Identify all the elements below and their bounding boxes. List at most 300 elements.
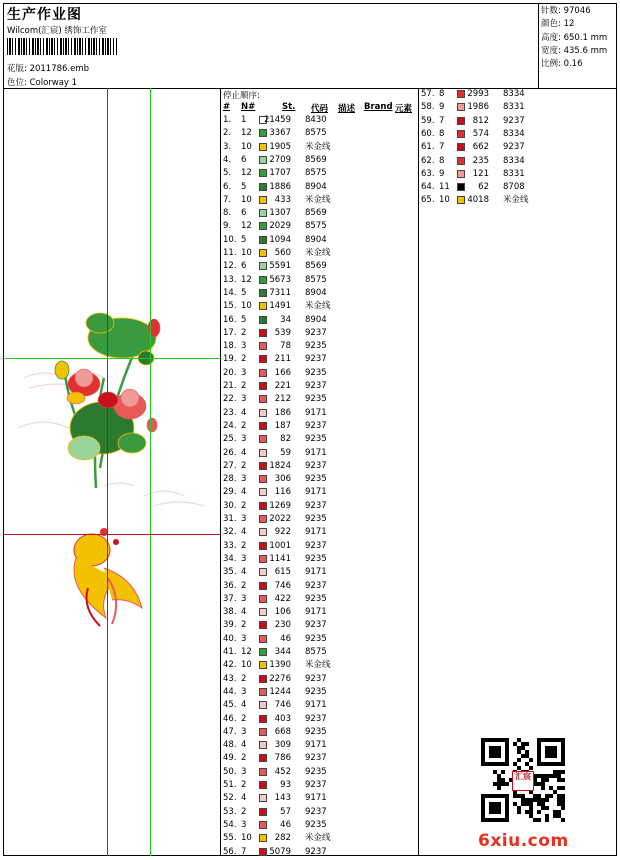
row-stitches: 121 bbox=[472, 168, 489, 179]
row-code: 9237 bbox=[305, 381, 327, 391]
row-index: 40. bbox=[223, 633, 237, 644]
row-index: 48. bbox=[223, 740, 237, 751]
row-code: 8904 bbox=[305, 287, 327, 298]
row-stitches: 211 bbox=[274, 354, 291, 365]
row-index: 60. bbox=[421, 128, 435, 139]
row-stitches: 57 bbox=[280, 806, 291, 817]
row-needle: 10 bbox=[439, 195, 450, 206]
row-code: 9171 bbox=[305, 793, 327, 804]
row-stitches: 93 bbox=[280, 780, 291, 790]
row-index: 43. bbox=[223, 673, 237, 684]
row-stitches: 746 bbox=[274, 580, 291, 591]
row-needle: 2 bbox=[241, 500, 247, 511]
row-needle: 12 bbox=[241, 274, 252, 285]
row-stitches: 106 bbox=[274, 607, 291, 618]
row-code: 9235 bbox=[305, 766, 327, 777]
colorway-label: 色位: Colorway 1 bbox=[7, 78, 78, 88]
row-needle: 2 bbox=[241, 580, 247, 591]
row-index: 23. bbox=[223, 407, 237, 418]
row-code: 米金线 bbox=[305, 141, 331, 152]
sequence-row bbox=[223, 340, 413, 353]
design-height: 高度: 650.1 mm bbox=[541, 32, 608, 43]
row-stitches: 116 bbox=[274, 487, 291, 498]
row-index: 32. bbox=[223, 527, 237, 538]
row-code: 8334 bbox=[503, 89, 525, 99]
row-stitches: 5591 bbox=[269, 261, 291, 272]
sequence-row bbox=[223, 380, 413, 393]
row-needle: 2 bbox=[241, 327, 247, 338]
sequence-row bbox=[223, 540, 413, 553]
sequence-row bbox=[223, 314, 413, 327]
row-needle: 2 bbox=[241, 420, 247, 431]
sequence-row bbox=[223, 207, 413, 220]
row-code: 8334 bbox=[503, 155, 525, 166]
sequence-row bbox=[223, 433, 413, 446]
row-stitches: 1986 bbox=[467, 102, 489, 113]
row-code: 8331 bbox=[503, 102, 525, 113]
row-stitches: 403 bbox=[274, 713, 291, 724]
row-index: 7. bbox=[223, 194, 232, 205]
row-stitches: 422 bbox=[274, 593, 291, 604]
row-needle: 6 bbox=[241, 261, 247, 272]
sequence-row bbox=[223, 127, 413, 140]
row-needle: 6 bbox=[241, 208, 247, 219]
row-index: 65. bbox=[421, 195, 435, 206]
row-needle: 3 bbox=[241, 514, 247, 524]
sequence-row bbox=[223, 327, 413, 340]
row-index: 34. bbox=[223, 553, 237, 564]
row-code: 9237 bbox=[305, 780, 327, 790]
design-artwork bbox=[4, 88, 220, 856]
row-needle: 3 bbox=[241, 394, 247, 405]
row-stitches: 7311 bbox=[269, 287, 291, 298]
row-stitches: 4018 bbox=[467, 195, 489, 206]
row-code: 米金线 bbox=[305, 248, 331, 258]
row-index: 4. bbox=[223, 154, 232, 165]
sequence-row bbox=[421, 101, 611, 114]
sequence-row bbox=[223, 526, 413, 539]
row-stitches: 46 bbox=[280, 633, 291, 644]
row-stitches: 922 bbox=[274, 527, 291, 538]
row-index: 29. bbox=[223, 487, 237, 498]
row-needle: 4 bbox=[241, 567, 247, 578]
row-needle: 3 bbox=[241, 553, 247, 564]
row-index: 3. bbox=[223, 141, 232, 152]
row-needle: 9 bbox=[439, 102, 445, 113]
stop-sequence-title: 停止顺序: bbox=[223, 91, 260, 101]
row-stitches: 662 bbox=[472, 142, 489, 153]
row-needle: 4 bbox=[241, 793, 247, 804]
row-needle: 7 bbox=[241, 846, 247, 857]
row-needle: 2 bbox=[241, 673, 247, 684]
row-stitches: 1390 bbox=[269, 660, 291, 671]
row-needle: 2 bbox=[241, 620, 247, 631]
row-index: 58. bbox=[421, 102, 435, 113]
row-stitches: 812 bbox=[472, 115, 489, 126]
row-needle: 4 bbox=[241, 607, 247, 618]
row-code: 8569 bbox=[305, 261, 327, 272]
row-stitches: 539 bbox=[274, 327, 291, 338]
row-index: 51. bbox=[223, 780, 237, 790]
row-needle: 3 bbox=[241, 434, 247, 445]
row-index: 44. bbox=[223, 686, 237, 697]
color-count: 颜色: 12 bbox=[541, 19, 575, 30]
row-code: 9235 bbox=[305, 726, 327, 737]
row-code: 8334 bbox=[503, 128, 525, 139]
row-index: 53. bbox=[223, 806, 237, 817]
canvas-divider bbox=[220, 88, 221, 856]
row-stitches: 2029 bbox=[269, 221, 291, 232]
row-code: 9171 bbox=[305, 487, 327, 498]
row-stitches: 3367 bbox=[269, 128, 291, 139]
row-needle: 3 bbox=[241, 474, 247, 485]
sequence-row bbox=[223, 633, 413, 646]
row-code: 9235 bbox=[305, 367, 327, 378]
row-code: 9237 bbox=[305, 540, 327, 551]
row-index: 8. bbox=[223, 208, 232, 219]
row-needle: 12 bbox=[241, 221, 252, 232]
sequence-row bbox=[223, 513, 413, 526]
row-stitches: 344 bbox=[274, 647, 291, 657]
row-stitches: 2276 bbox=[269, 673, 291, 684]
row-needle: 7 bbox=[439, 115, 445, 126]
row-code: 9171 bbox=[305, 700, 327, 711]
row-code: 9237 bbox=[305, 713, 327, 724]
row-stitches: 560 bbox=[274, 248, 291, 258]
row-stitches: 452 bbox=[274, 766, 291, 777]
row-index: 59. bbox=[421, 115, 435, 126]
row-index: 57. bbox=[421, 89, 435, 99]
sequence-row bbox=[223, 473, 413, 486]
row-stitches: 1141 bbox=[269, 553, 291, 564]
sequence-row bbox=[223, 141, 413, 154]
row-stitches: 82 bbox=[280, 434, 291, 445]
row-stitches: 1001 bbox=[269, 540, 291, 551]
row-needle: 4 bbox=[241, 700, 247, 711]
guide-line-vertical-red bbox=[107, 88, 108, 856]
row-needle: 3 bbox=[241, 766, 247, 777]
row-needle: 4 bbox=[241, 527, 247, 538]
sequence-row bbox=[223, 260, 413, 273]
sequence-row bbox=[421, 194, 611, 207]
row-index: 64. bbox=[421, 182, 435, 193]
row-needle: 11 bbox=[439, 182, 450, 193]
row-index: 31. bbox=[223, 514, 237, 524]
sequence-row bbox=[223, 819, 413, 832]
sequence-row bbox=[223, 766, 413, 779]
row-code: 米金线 bbox=[305, 833, 331, 844]
sequence-row bbox=[223, 287, 413, 300]
row-code: 9235 bbox=[305, 633, 327, 644]
row-needle: 10 bbox=[241, 833, 252, 844]
row-needle: 1 bbox=[241, 115, 247, 125]
row-code: 8904 bbox=[305, 314, 327, 325]
row-index: 54. bbox=[223, 819, 237, 830]
row-index: 15. bbox=[223, 301, 237, 312]
row-needle: 12 bbox=[241, 647, 252, 657]
row-index: 50. bbox=[223, 766, 237, 777]
row-index: 17. bbox=[223, 327, 237, 338]
row-index: 63. bbox=[421, 168, 435, 179]
row-index: 28. bbox=[223, 474, 237, 485]
row-needle: 5 bbox=[241, 181, 247, 192]
sequence-row bbox=[223, 300, 413, 313]
row-code: 9235 bbox=[305, 474, 327, 485]
row-code: 8904 bbox=[305, 234, 327, 245]
row-code: 9237 bbox=[305, 420, 327, 431]
row-index: 20. bbox=[223, 367, 237, 378]
col-index: # bbox=[223, 102, 231, 112]
row-code: 8569 bbox=[305, 154, 327, 165]
row-needle: 4 bbox=[241, 407, 247, 418]
col-element: 元素 bbox=[395, 104, 413, 114]
row-code: 8575 bbox=[305, 647, 327, 657]
row-stitches: 309 bbox=[274, 740, 291, 751]
row-index: 13. bbox=[223, 274, 237, 285]
row-index: 56. bbox=[223, 846, 237, 857]
row-stitches: 1491 bbox=[269, 301, 291, 312]
row-index: 5. bbox=[223, 168, 232, 179]
row-code: 9171 bbox=[305, 567, 327, 578]
row-stitches: 5673 bbox=[269, 274, 291, 285]
row-index: 45. bbox=[223, 700, 237, 711]
sequence-row bbox=[223, 686, 413, 699]
sequence-row bbox=[223, 194, 413, 207]
row-code: 米金线 bbox=[305, 660, 331, 671]
stats-panel bbox=[541, 5, 607, 71]
row-code: 9237 bbox=[305, 327, 327, 338]
row-index: 49. bbox=[223, 753, 237, 764]
sequence-row bbox=[223, 460, 413, 473]
row-code: 8331 bbox=[503, 168, 525, 179]
row-stitches: 143 bbox=[274, 793, 291, 804]
row-needle: 10 bbox=[241, 248, 252, 258]
sequence-row bbox=[223, 606, 413, 619]
row-needle: 3 bbox=[241, 726, 247, 737]
seal-logo bbox=[512, 771, 534, 791]
row-needle: 2 bbox=[241, 354, 247, 365]
stats-divider bbox=[538, 3, 539, 88]
sequence-row bbox=[223, 420, 413, 433]
col-description: 描述 bbox=[338, 104, 356, 114]
sequence-row bbox=[223, 167, 413, 180]
row-code: 9235 bbox=[305, 593, 327, 604]
row-stitches: 746 bbox=[274, 700, 291, 711]
row-code: 9235 bbox=[305, 553, 327, 564]
col-stitches: St. bbox=[282, 102, 296, 112]
row-stitches: 668 bbox=[274, 726, 291, 737]
sequence-row bbox=[223, 181, 413, 194]
row-code: 9235 bbox=[305, 434, 327, 445]
row-code: 米金线 bbox=[305, 194, 331, 205]
sequence-row bbox=[223, 619, 413, 632]
row-stitches: 21459 bbox=[263, 115, 291, 125]
row-index: 27. bbox=[223, 460, 237, 471]
row-index: 11. bbox=[223, 248, 237, 258]
row-stitches: 166 bbox=[274, 367, 291, 378]
row-index: 37. bbox=[223, 593, 237, 604]
sequence-row bbox=[223, 580, 413, 593]
row-code: 9171 bbox=[305, 607, 327, 618]
row-code: 9237 bbox=[503, 115, 525, 126]
sequence-row bbox=[223, 593, 413, 606]
row-index: 42. bbox=[223, 660, 237, 671]
sequence-row bbox=[223, 247, 413, 260]
guide-line-vertical-green bbox=[150, 88, 151, 856]
row-index: 30. bbox=[223, 500, 237, 511]
col-needle: N# bbox=[241, 102, 256, 112]
row-stitches: 187 bbox=[274, 420, 291, 431]
row-stitches: 34 bbox=[280, 314, 291, 325]
row-code: 9171 bbox=[305, 740, 327, 751]
row-stitches: 212 bbox=[274, 394, 291, 405]
row-stitches: 1886 bbox=[269, 181, 291, 192]
sequence-row bbox=[223, 407, 413, 420]
row-needle: 8 bbox=[439, 155, 445, 166]
row-needle: 3 bbox=[241, 633, 247, 644]
sequence-row bbox=[223, 447, 413, 460]
row-index: 35. bbox=[223, 567, 237, 578]
sequence-row bbox=[421, 128, 611, 141]
row-stitches: 1244 bbox=[269, 686, 291, 697]
sequence-row bbox=[223, 779, 413, 792]
sequence-row bbox=[223, 792, 413, 805]
row-stitches: 62 bbox=[478, 182, 489, 193]
sequence-row bbox=[223, 752, 413, 765]
row-needle: 10 bbox=[241, 141, 252, 152]
row-stitches: 230 bbox=[274, 620, 291, 631]
row-needle: 9 bbox=[439, 168, 445, 179]
row-index: 10. bbox=[223, 234, 237, 245]
row-needle: 3 bbox=[241, 819, 247, 830]
sequence-row bbox=[223, 234, 413, 247]
row-needle: 10 bbox=[241, 660, 252, 671]
sequence-row bbox=[421, 115, 611, 128]
sequence-row bbox=[421, 181, 611, 194]
row-code: 9237 bbox=[305, 580, 327, 591]
row-index: 61. bbox=[421, 142, 435, 153]
row-index: 41. bbox=[223, 647, 237, 657]
row-code: 9171 bbox=[305, 407, 327, 418]
sequence-row bbox=[223, 846, 413, 859]
row-stitches: 46 bbox=[280, 819, 291, 830]
sequence-row bbox=[223, 486, 413, 499]
row-needle: 2 bbox=[241, 713, 247, 724]
row-needle: 10 bbox=[241, 301, 252, 312]
sequence-row bbox=[223, 274, 413, 287]
row-code: 9235 bbox=[305, 394, 327, 405]
row-index: 21. bbox=[223, 381, 237, 391]
row-code: 米金线 bbox=[305, 301, 331, 312]
row-code: 9235 bbox=[305, 514, 327, 524]
row-stitches: 59 bbox=[280, 447, 291, 458]
row-index: 9. bbox=[223, 221, 232, 232]
row-stitches: 786 bbox=[274, 753, 291, 764]
row-index: 52. bbox=[223, 793, 237, 804]
row-needle: 3 bbox=[241, 593, 247, 604]
row-code: 8708 bbox=[503, 182, 525, 193]
row-stitches: 2022 bbox=[269, 514, 291, 524]
row-index: 46. bbox=[223, 713, 237, 724]
sequence-row bbox=[421, 88, 611, 101]
row-stitches: 306 bbox=[274, 474, 291, 485]
sequence-row bbox=[223, 806, 413, 819]
sequence-row bbox=[223, 367, 413, 380]
row-code: 9237 bbox=[305, 460, 327, 471]
sequence-row bbox=[223, 393, 413, 406]
row-needle: 2 bbox=[241, 806, 247, 817]
guide-line-horizontal-red bbox=[4, 534, 220, 535]
row-index: 14. bbox=[223, 287, 237, 298]
row-code: 9171 bbox=[305, 527, 327, 538]
row-code: 8904 bbox=[305, 181, 327, 192]
row-index: 62. bbox=[421, 155, 435, 166]
row-stitches: 1307 bbox=[269, 208, 291, 219]
row-code: 9237 bbox=[305, 806, 327, 817]
row-stitches: 186 bbox=[274, 407, 291, 418]
row-stitches: 5079 bbox=[269, 846, 291, 857]
sequence-row bbox=[223, 832, 413, 845]
row-needle: 12 bbox=[241, 128, 252, 139]
row-needle: 5 bbox=[241, 287, 247, 298]
row-code: 8575 bbox=[305, 128, 327, 139]
row-index: 6. bbox=[223, 181, 232, 192]
row-index: 26. bbox=[223, 447, 237, 458]
row-needle: 2 bbox=[241, 460, 247, 471]
row-code: 米金线 bbox=[503, 195, 529, 206]
row-stitches: 1094 bbox=[269, 234, 291, 245]
row-stitches: 1905 bbox=[269, 141, 291, 152]
row-code: 8575 bbox=[305, 274, 327, 285]
row-needle: 5 bbox=[241, 234, 247, 245]
sequence-row bbox=[421, 141, 611, 154]
row-needle: 4 bbox=[241, 447, 247, 458]
row-code: 8575 bbox=[305, 221, 327, 232]
sequence-row bbox=[223, 553, 413, 566]
col-code: 代码 bbox=[311, 104, 329, 114]
row-index: 22. bbox=[223, 394, 237, 405]
row-index: 12. bbox=[223, 261, 237, 272]
sequence-row bbox=[223, 566, 413, 579]
row-needle: 7 bbox=[439, 142, 445, 153]
row-code: 9237 bbox=[503, 142, 525, 153]
sequence-row bbox=[223, 646, 413, 659]
page-title: 生产作业图 bbox=[7, 7, 82, 23]
row-stitches: 1707 bbox=[269, 168, 291, 179]
sequence-row bbox=[223, 739, 413, 752]
file-name: 花版: 2011786.emb bbox=[7, 64, 90, 74]
row-needle: 3 bbox=[241, 367, 247, 378]
row-index: 25. bbox=[223, 434, 237, 445]
row-needle: 8 bbox=[439, 128, 445, 139]
row-needle: 6 bbox=[241, 154, 247, 165]
sequence-row bbox=[223, 500, 413, 513]
site-watermark: 6xiu.com bbox=[478, 831, 569, 851]
row-code: 9235 bbox=[305, 819, 327, 830]
seal-text: 汇宸 bbox=[515, 772, 531, 781]
row-needle: 3 bbox=[241, 341, 247, 352]
guide-line-horizontal-green bbox=[4, 358, 220, 359]
row-code: 9171 bbox=[305, 447, 327, 458]
row-needle: 8 bbox=[439, 89, 445, 99]
row-code: 9237 bbox=[305, 620, 327, 631]
row-code: 9235 bbox=[305, 341, 327, 352]
sequence-row bbox=[223, 353, 413, 366]
row-code: 9235 bbox=[305, 686, 327, 697]
row-index: 16. bbox=[223, 314, 237, 325]
row-stitches: 282 bbox=[274, 833, 291, 844]
row-index: 55. bbox=[223, 833, 237, 844]
